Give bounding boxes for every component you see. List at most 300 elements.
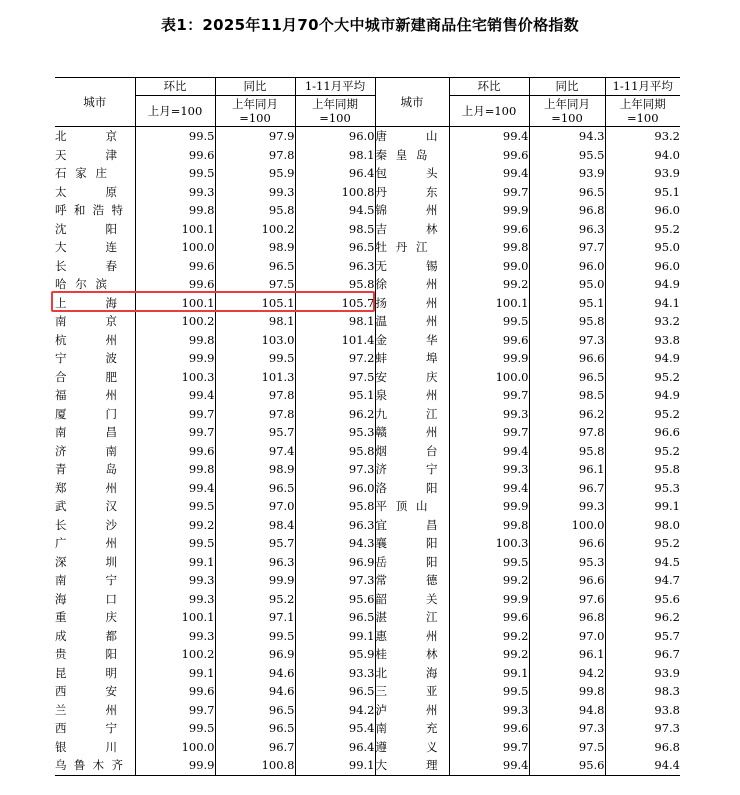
- city-name: 北 海: [375, 665, 438, 680]
- yoy-value: 95.5: [529, 146, 605, 165]
- city-cell: [55, 460, 135, 479]
- yoy-header-right: 同比: [529, 78, 605, 96]
- city-name: 安 庆: [375, 369, 438, 384]
- city-name: 吉 林: [375, 221, 438, 236]
- city-name: 贵 阳: [55, 647, 117, 661]
- ytd-value: 96.3: [295, 516, 375, 535]
- table-row: [55, 553, 680, 572]
- city-cell: [375, 460, 449, 479]
- city-name: 西 宁: [55, 721, 117, 735]
- city-name: 大 连: [55, 240, 117, 254]
- city-cell: [375, 386, 449, 405]
- mom-base-left: 上月=100: [135, 96, 215, 127]
- city-name: 扬 州: [375, 295, 438, 310]
- mom-value: 99.3: [449, 405, 529, 424]
- mom-value: 99.1: [449, 664, 529, 683]
- yoy-value: 97.5: [215, 275, 295, 294]
- mom-value: 99.5: [135, 164, 215, 183]
- yoy-value: 94.2: [529, 664, 605, 683]
- city-name: 杭 州: [55, 332, 117, 347]
- yoy-base-right: 上年同月 =100: [529, 96, 605, 127]
- ytd-value: 98.3: [605, 682, 680, 701]
- city-cell: [55, 405, 135, 424]
- mom-value: 99.3: [449, 460, 529, 479]
- city-cell: [375, 534, 449, 553]
- mom-value: 99.4: [135, 479, 215, 498]
- ytd-value: 96.7: [605, 645, 680, 664]
- yoy-value: 96.9: [215, 645, 295, 664]
- ytd-value: 98.1: [295, 312, 375, 331]
- mom-value: 99.6: [449, 220, 529, 239]
- mom-value: 99.8: [449, 238, 529, 257]
- ytd-header-right: 1-11月平均: [605, 78, 680, 96]
- ytd-value: 95.8: [295, 275, 375, 294]
- city-name: 南 充: [375, 721, 438, 735]
- city-name: 深 圳: [55, 554, 117, 569]
- ytd-value: 96.5: [295, 608, 375, 627]
- mom-value: 100.1: [135, 220, 215, 239]
- yoy-value: 94.6: [215, 682, 295, 701]
- ytd-value: 95.3: [605, 479, 680, 498]
- yoy-value: 96.3: [529, 220, 605, 239]
- yoy-value: 94.6: [215, 664, 295, 683]
- mom-value: 99.3: [135, 590, 215, 609]
- ytd-value: 96.4: [295, 164, 375, 183]
- city-cell: [55, 257, 135, 276]
- table-row: [55, 257, 680, 276]
- mom-value: 99.7: [449, 738, 529, 757]
- table-row: [55, 756, 680, 775]
- yoy-value: 97.9: [215, 127, 295, 146]
- ytd-value: 96.2: [295, 405, 375, 424]
- city-name: 兰 州: [55, 702, 117, 717]
- yoy-value: 99.5: [215, 627, 295, 646]
- mom-value: 100.0: [449, 368, 529, 387]
- ytd-value: 94.3: [295, 534, 375, 553]
- city-name: 常 德: [375, 573, 438, 587]
- ytd-value: 96.4: [295, 738, 375, 757]
- table-row: [55, 442, 680, 461]
- city-name: 西 安: [55, 684, 117, 698]
- ytd-value: 99.1: [605, 497, 680, 516]
- city-cell: [55, 423, 135, 442]
- table-header: [55, 78, 680, 127]
- city-name: 郑 州: [55, 480, 117, 495]
- ytd-value: 93.9: [605, 664, 680, 683]
- city-name: 宜 昌: [375, 517, 438, 532]
- yoy-base-left: 上年同月 =100: [215, 96, 295, 127]
- city-name: 南 京: [55, 314, 117, 328]
- yoy-value: 96.5: [529, 368, 605, 387]
- mom-value: 99.5: [135, 534, 215, 553]
- table-row: [55, 497, 680, 516]
- city-cell: [375, 442, 449, 461]
- ytd-value: 93.2: [605, 127, 680, 146]
- city-cell: [55, 608, 135, 627]
- yoy-value: 96.8: [529, 608, 605, 627]
- yoy-value: 97.6: [529, 590, 605, 609]
- city-cell: [375, 627, 449, 646]
- ytd-value: 98.5: [295, 220, 375, 239]
- yoy-value: 96.5: [215, 701, 295, 720]
- ytd-value: 97.2: [295, 349, 375, 368]
- mom-value: 99.9: [135, 756, 215, 775]
- city-cell: [55, 127, 135, 146]
- ytd-value: 95.2: [605, 368, 680, 387]
- ytd-value: 100.8: [295, 183, 375, 202]
- city-name: 大 理: [375, 758, 438, 772]
- ytd-value: 94.9: [605, 275, 680, 294]
- city-name: 沈 阳: [55, 221, 117, 236]
- city-cell: [375, 275, 449, 294]
- mom-value: 99.3: [135, 571, 215, 590]
- city-cell: [55, 238, 135, 257]
- mom-value: 99.6: [135, 682, 215, 701]
- ytd-value: 96.6: [605, 423, 680, 442]
- yoy-value: 96.5: [215, 719, 295, 738]
- city-name: 济 南: [55, 443, 117, 458]
- city-name: 长 春: [55, 258, 117, 273]
- ytd-value: 94.2: [295, 701, 375, 720]
- mom-value: 99.7: [449, 183, 529, 202]
- yoy-value: 100.8: [215, 756, 295, 775]
- city-name: 徐 州: [375, 277, 438, 291]
- city-name: 唐 山: [375, 129, 438, 143]
- city-name: 武 汉: [55, 499, 117, 513]
- mom-value: 99.3: [449, 701, 529, 720]
- yoy-value: 96.7: [529, 479, 605, 498]
- mom-value: 100.0: [135, 738, 215, 757]
- table-row: [55, 627, 680, 646]
- city-name: 温 州: [375, 314, 438, 328]
- city-name: 九 江: [375, 406, 438, 421]
- yoy-value: 99.9: [215, 571, 295, 590]
- city-cell: [375, 479, 449, 498]
- city-cell: [375, 645, 449, 664]
- city-cell: [375, 127, 449, 146]
- mom-value: 99.9: [449, 201, 529, 220]
- mom-value: 99.6: [135, 257, 215, 276]
- city-name: 遵 义: [375, 739, 438, 754]
- mom-value: 99.8: [135, 201, 215, 220]
- city-name: 湛 江: [375, 610, 438, 624]
- yoy-value: 96.2: [529, 405, 605, 424]
- table-row: [55, 331, 680, 350]
- city-name: 福 州: [55, 388, 117, 402]
- city-cell: [55, 645, 135, 664]
- mom-value: 99.4: [449, 164, 529, 183]
- yoy-value: 99.5: [215, 349, 295, 368]
- ytd-value: 93.3: [295, 664, 375, 683]
- city-cell: [375, 146, 449, 165]
- table-row: [55, 516, 680, 535]
- yoy-value: 96.6: [529, 349, 605, 368]
- mom-value: 100.1: [135, 608, 215, 627]
- ytd-value: 96.5: [295, 238, 375, 257]
- yoy-value: 99.3: [529, 497, 605, 516]
- city-cell: [375, 331, 449, 350]
- table-row: [55, 386, 680, 405]
- city-name: 秦 皇 岛: [375, 147, 428, 162]
- city-cell: [375, 664, 449, 683]
- mom-header-left: 环比: [135, 78, 215, 96]
- ytd-value: 95.8: [605, 460, 680, 479]
- city-cell: [55, 183, 135, 202]
- city-cell: [55, 571, 135, 590]
- city-cell: [55, 516, 135, 535]
- ytd-value: 96.0: [295, 127, 375, 146]
- yoy-value: 97.5: [529, 738, 605, 757]
- city-cell: [375, 516, 449, 535]
- ytd-value: 98.0: [605, 516, 680, 535]
- mom-value: 99.3: [135, 627, 215, 646]
- city-cell: [55, 331, 135, 350]
- city-cell: [375, 257, 449, 276]
- city-name: 成 都: [55, 628, 117, 643]
- ytd-value: 95.7: [605, 627, 680, 646]
- city-cell: [55, 220, 135, 239]
- table-title: 表1：2025年11月70个大中城市新建商品住宅销售价格指数: [161, 16, 579, 34]
- city-cell: [375, 201, 449, 220]
- yoy-value: 93.9: [529, 164, 605, 183]
- mom-value: 99.2: [135, 516, 215, 535]
- ytd-value: 95.6: [295, 590, 375, 609]
- yoy-value: 97.8: [215, 146, 295, 165]
- city-cell: [55, 590, 135, 609]
- table-row: [55, 645, 680, 664]
- mom-value: 99.2: [449, 645, 529, 664]
- yoy-value: 97.3: [529, 719, 605, 738]
- city-cell: [55, 497, 135, 516]
- city-name: 丹 东: [375, 184, 438, 199]
- yoy-value: 97.7: [529, 238, 605, 257]
- table-row: [55, 146, 680, 165]
- ytd-value: 97.3: [295, 460, 375, 479]
- table-row: [55, 405, 680, 424]
- table-row: [55, 590, 680, 609]
- ytd-value: 94.9: [605, 386, 680, 405]
- yoy-value: 98.5: [529, 386, 605, 405]
- mom-value: 100.2: [135, 312, 215, 331]
- mom-value: 99.7: [135, 423, 215, 442]
- city-name: 桂 林: [375, 647, 438, 661]
- yoy-value: 96.5: [215, 479, 295, 498]
- city-cell: [375, 238, 449, 257]
- mom-value: 99.4: [449, 479, 529, 498]
- yoy-value: 96.7: [215, 738, 295, 757]
- mom-base-right: 上月=100: [449, 96, 529, 127]
- city-name: 南 宁: [55, 573, 117, 587]
- city-cell: [375, 294, 449, 313]
- city-cell: [375, 682, 449, 701]
- ytd-value: 95.9: [295, 645, 375, 664]
- yoy-value: 95.3: [529, 553, 605, 572]
- mom-value: 99.8: [449, 516, 529, 535]
- mom-value: 99.7: [135, 701, 215, 720]
- city-cell: [55, 664, 135, 683]
- mom-value: 99.6: [135, 275, 215, 294]
- city-cell: [375, 590, 449, 609]
- ytd-value: 96.0: [605, 257, 680, 276]
- city-cell: [55, 738, 135, 757]
- table-row: [55, 127, 680, 146]
- table-row: [55, 349, 680, 368]
- city-name: 呼和浩特: [55, 203, 123, 217]
- shanghai-highlight-box: [51, 291, 375, 312]
- city-cell: [55, 682, 135, 701]
- ytd-value: 95.0: [605, 238, 680, 257]
- city-cell: [375, 571, 449, 590]
- city-cell: [375, 349, 449, 368]
- mom-value: 100.0: [135, 238, 215, 257]
- ytd-value: 96.8: [605, 738, 680, 757]
- yoy-value: 99.3: [215, 183, 295, 202]
- yoy-value: 96.5: [529, 183, 605, 202]
- city-cell: [375, 701, 449, 720]
- city-cell: [55, 442, 135, 461]
- city-name: 天 津: [55, 147, 117, 162]
- mom-value: 99.9: [449, 349, 529, 368]
- table-row: [55, 312, 680, 331]
- city-cell: [375, 312, 449, 331]
- city-name: 洛 阳: [375, 480, 438, 495]
- mom-value: 100.1: [449, 294, 529, 313]
- table-row: [55, 738, 680, 757]
- mom-value: 99.2: [449, 275, 529, 294]
- yoy-header-left: 同比: [215, 78, 295, 96]
- table-row: [55, 423, 680, 442]
- yoy-value: 98.4: [215, 516, 295, 535]
- city-name: 宁 波: [55, 351, 117, 365]
- mom-value: 100.2: [135, 645, 215, 664]
- table-row: [55, 701, 680, 720]
- mom-value: 99.5: [135, 719, 215, 738]
- ytd-value: 94.5: [295, 201, 375, 220]
- yoy-value: 95.7: [215, 534, 295, 553]
- city-name: 昆 明: [55, 665, 117, 680]
- ytd-value: 94.4: [605, 756, 680, 775]
- mom-value: 99.0: [449, 257, 529, 276]
- yoy-value: 97.8: [215, 386, 295, 405]
- city-cell: [55, 312, 135, 331]
- city-name: 北 京: [55, 129, 117, 143]
- mom-value: 99.2: [449, 571, 529, 590]
- ytd-value: 99.1: [295, 756, 375, 775]
- ytd-value: 93.2: [605, 312, 680, 331]
- ytd-value: 96.3: [295, 257, 375, 276]
- mom-value: 99.5: [135, 127, 215, 146]
- yoy-value: 96.6: [529, 534, 605, 553]
- ytd-value: 97.5: [295, 368, 375, 387]
- city-cell: [55, 756, 135, 775]
- city-name: 泸 州: [375, 702, 438, 717]
- city-name: 上 海: [55, 295, 117, 310]
- ytd-value: 95.2: [605, 534, 680, 553]
- table-row: [55, 664, 680, 683]
- yoy-value: 97.1: [215, 608, 295, 627]
- yoy-value: 95.1: [529, 294, 605, 313]
- mom-value: 100.3: [135, 368, 215, 387]
- mom-value: 99.7: [449, 423, 529, 442]
- ytd-value: 101.4: [295, 331, 375, 350]
- table-row: [55, 238, 680, 257]
- yoy-value: 95.2: [215, 590, 295, 609]
- ytd-value: 93.8: [605, 701, 680, 720]
- mom-value: 99.6: [135, 146, 215, 165]
- mom-value: 99.5: [135, 497, 215, 516]
- mom-value: 99.6: [449, 608, 529, 627]
- city-name: 赣 州: [375, 425, 438, 439]
- ytd-value: 94.1: [605, 294, 680, 313]
- city-cell: [55, 534, 135, 553]
- city-name: 韶 关: [375, 591, 438, 606]
- ytd-value: 96.5: [295, 682, 375, 701]
- yoy-value: 94.3: [529, 127, 605, 146]
- yoy-value: 96.1: [529, 645, 605, 664]
- table-row: [55, 608, 680, 627]
- mom-value: 99.8: [135, 331, 215, 350]
- city-cell: [55, 553, 135, 572]
- mom-value: 99.7: [135, 405, 215, 424]
- city-name: 南 昌: [55, 425, 117, 439]
- city-cell: [375, 405, 449, 424]
- table-body: [55, 127, 680, 776]
- yoy-value: 105.1: [215, 294, 295, 313]
- city-name: 烟 台: [375, 443, 438, 458]
- ytd-value: 94.0: [605, 146, 680, 165]
- city-name: 长 沙: [55, 517, 117, 532]
- yoy-value: 96.3: [215, 553, 295, 572]
- city-cell: [55, 627, 135, 646]
- city-cell: [375, 719, 449, 738]
- yoy-value: 95.0: [529, 275, 605, 294]
- city-name: 包 头: [375, 166, 438, 180]
- city-header-left: 城市: [55, 78, 135, 127]
- city-cell: [375, 220, 449, 239]
- yoy-value: 95.7: [215, 423, 295, 442]
- price-index-table: [55, 77, 680, 776]
- yoy-value: 96.0: [529, 257, 605, 276]
- yoy-value: 98.9: [215, 460, 295, 479]
- city-cell: [55, 701, 135, 720]
- yoy-value: 97.4: [215, 442, 295, 461]
- city-name: 无 锡: [375, 258, 438, 273]
- ytd-value: 95.2: [605, 220, 680, 239]
- ytd-value: 95.6: [605, 590, 680, 609]
- ytd-header-left: 1-11月平均: [295, 78, 375, 96]
- city-name: 海 口: [55, 591, 117, 606]
- city-name: 广 州: [55, 536, 117, 550]
- yoy-value: 99.8: [529, 682, 605, 701]
- city-cell: [55, 368, 135, 387]
- mom-value: 99.2: [449, 627, 529, 646]
- ytd-value: 95.1: [605, 183, 680, 202]
- mom-value: 99.5: [449, 553, 529, 572]
- mom-header-right: 环比: [449, 78, 529, 96]
- yoy-value: 95.6: [529, 756, 605, 775]
- city-cell: [55, 146, 135, 165]
- table-row: [55, 719, 680, 738]
- ytd-base-left: 上年同期 =100: [295, 96, 375, 127]
- table-row: [55, 183, 680, 202]
- table-row: [55, 368, 680, 387]
- table-row: [55, 201, 680, 220]
- city-cell: [375, 756, 449, 775]
- city-name: 岳 阳: [375, 554, 438, 569]
- ytd-value: 93.8: [605, 331, 680, 350]
- mom-value: 99.8: [135, 460, 215, 479]
- city-cell: [375, 553, 449, 572]
